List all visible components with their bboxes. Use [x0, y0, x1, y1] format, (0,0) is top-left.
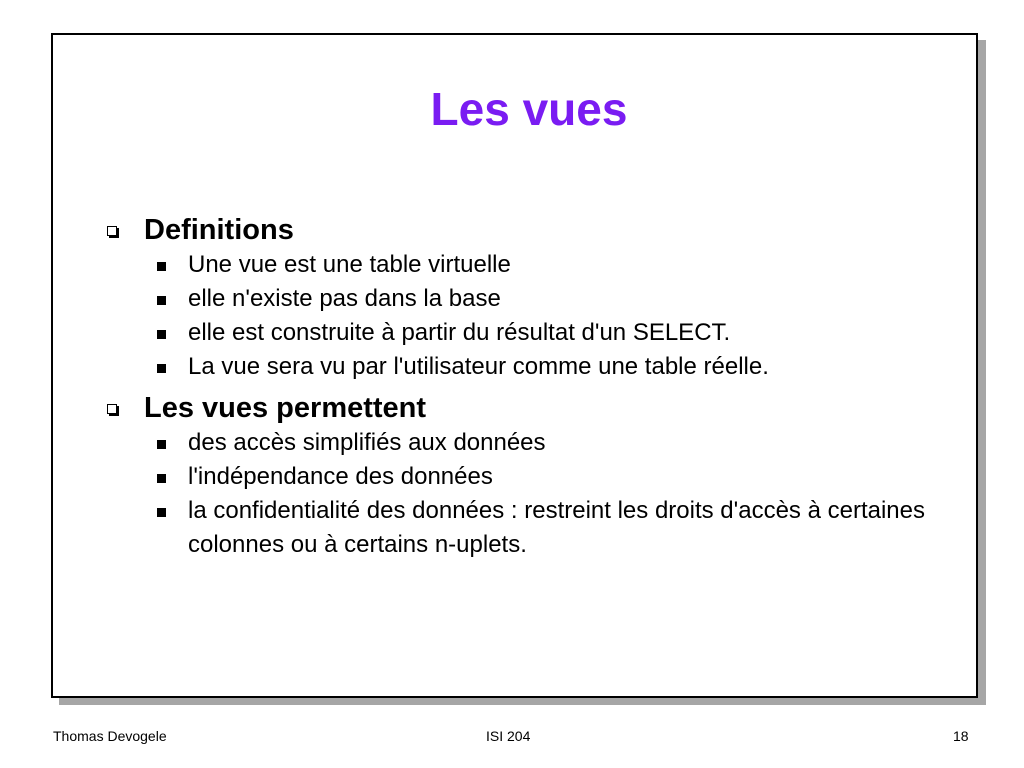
section-heading: [107, 390, 968, 426]
list-item: [107, 316, 968, 350]
list-item-text: l'indépendance des données: [188, 463, 493, 490]
section-definitions: [107, 212, 968, 384]
filled-square-bullet-icon: [157, 262, 166, 271]
list-item-text: des accès simplifiés aux données: [188, 429, 546, 456]
slide-title: Les vues: [430, 83, 628, 135]
section-heading: [107, 212, 968, 248]
filled-square-bullet-icon: [157, 364, 166, 373]
hollow-square-bullet-icon: [107, 226, 117, 236]
list-item: [107, 494, 968, 562]
list-item: [107, 248, 968, 282]
hollow-square-bullet-icon: [107, 404, 117, 414]
filled-square-bullet-icon: [157, 474, 166, 483]
footer-page-number: 18: [953, 728, 969, 744]
footer-course: ISI 204: [486, 728, 531, 744]
section-heading-text: Les vues permettent: [144, 392, 427, 424]
list-item: [107, 460, 968, 494]
list-item-text: Une vue est une table virtuelle: [188, 251, 511, 278]
list-item-text: elle n'existe pas dans la base: [188, 285, 501, 312]
filled-square-bullet-icon: [157, 440, 166, 449]
list-item-text: elle est construite à partir du résultat d'un SELECT.: [188, 319, 731, 346]
list-item: [107, 426, 968, 460]
section-les-vues-permettent: [107, 390, 968, 562]
list-item: [107, 350, 968, 384]
list-item-text: la confidentialité des données : restreint les droits d'accès à certaines colonnes ou à certains n-uplets.: [188, 497, 925, 558]
footer-author: Thomas Devogele: [53, 728, 167, 744]
filled-square-bullet-icon: [157, 330, 166, 339]
list-item: [107, 282, 968, 316]
list-item-text: La vue sera vu par l'utilisateur comme une table réelle.: [188, 353, 769, 380]
filled-square-bullet-icon: [157, 296, 166, 305]
filled-square-bullet-icon: [157, 508, 166, 517]
section-heading-text: Definitions: [144, 214, 294, 246]
